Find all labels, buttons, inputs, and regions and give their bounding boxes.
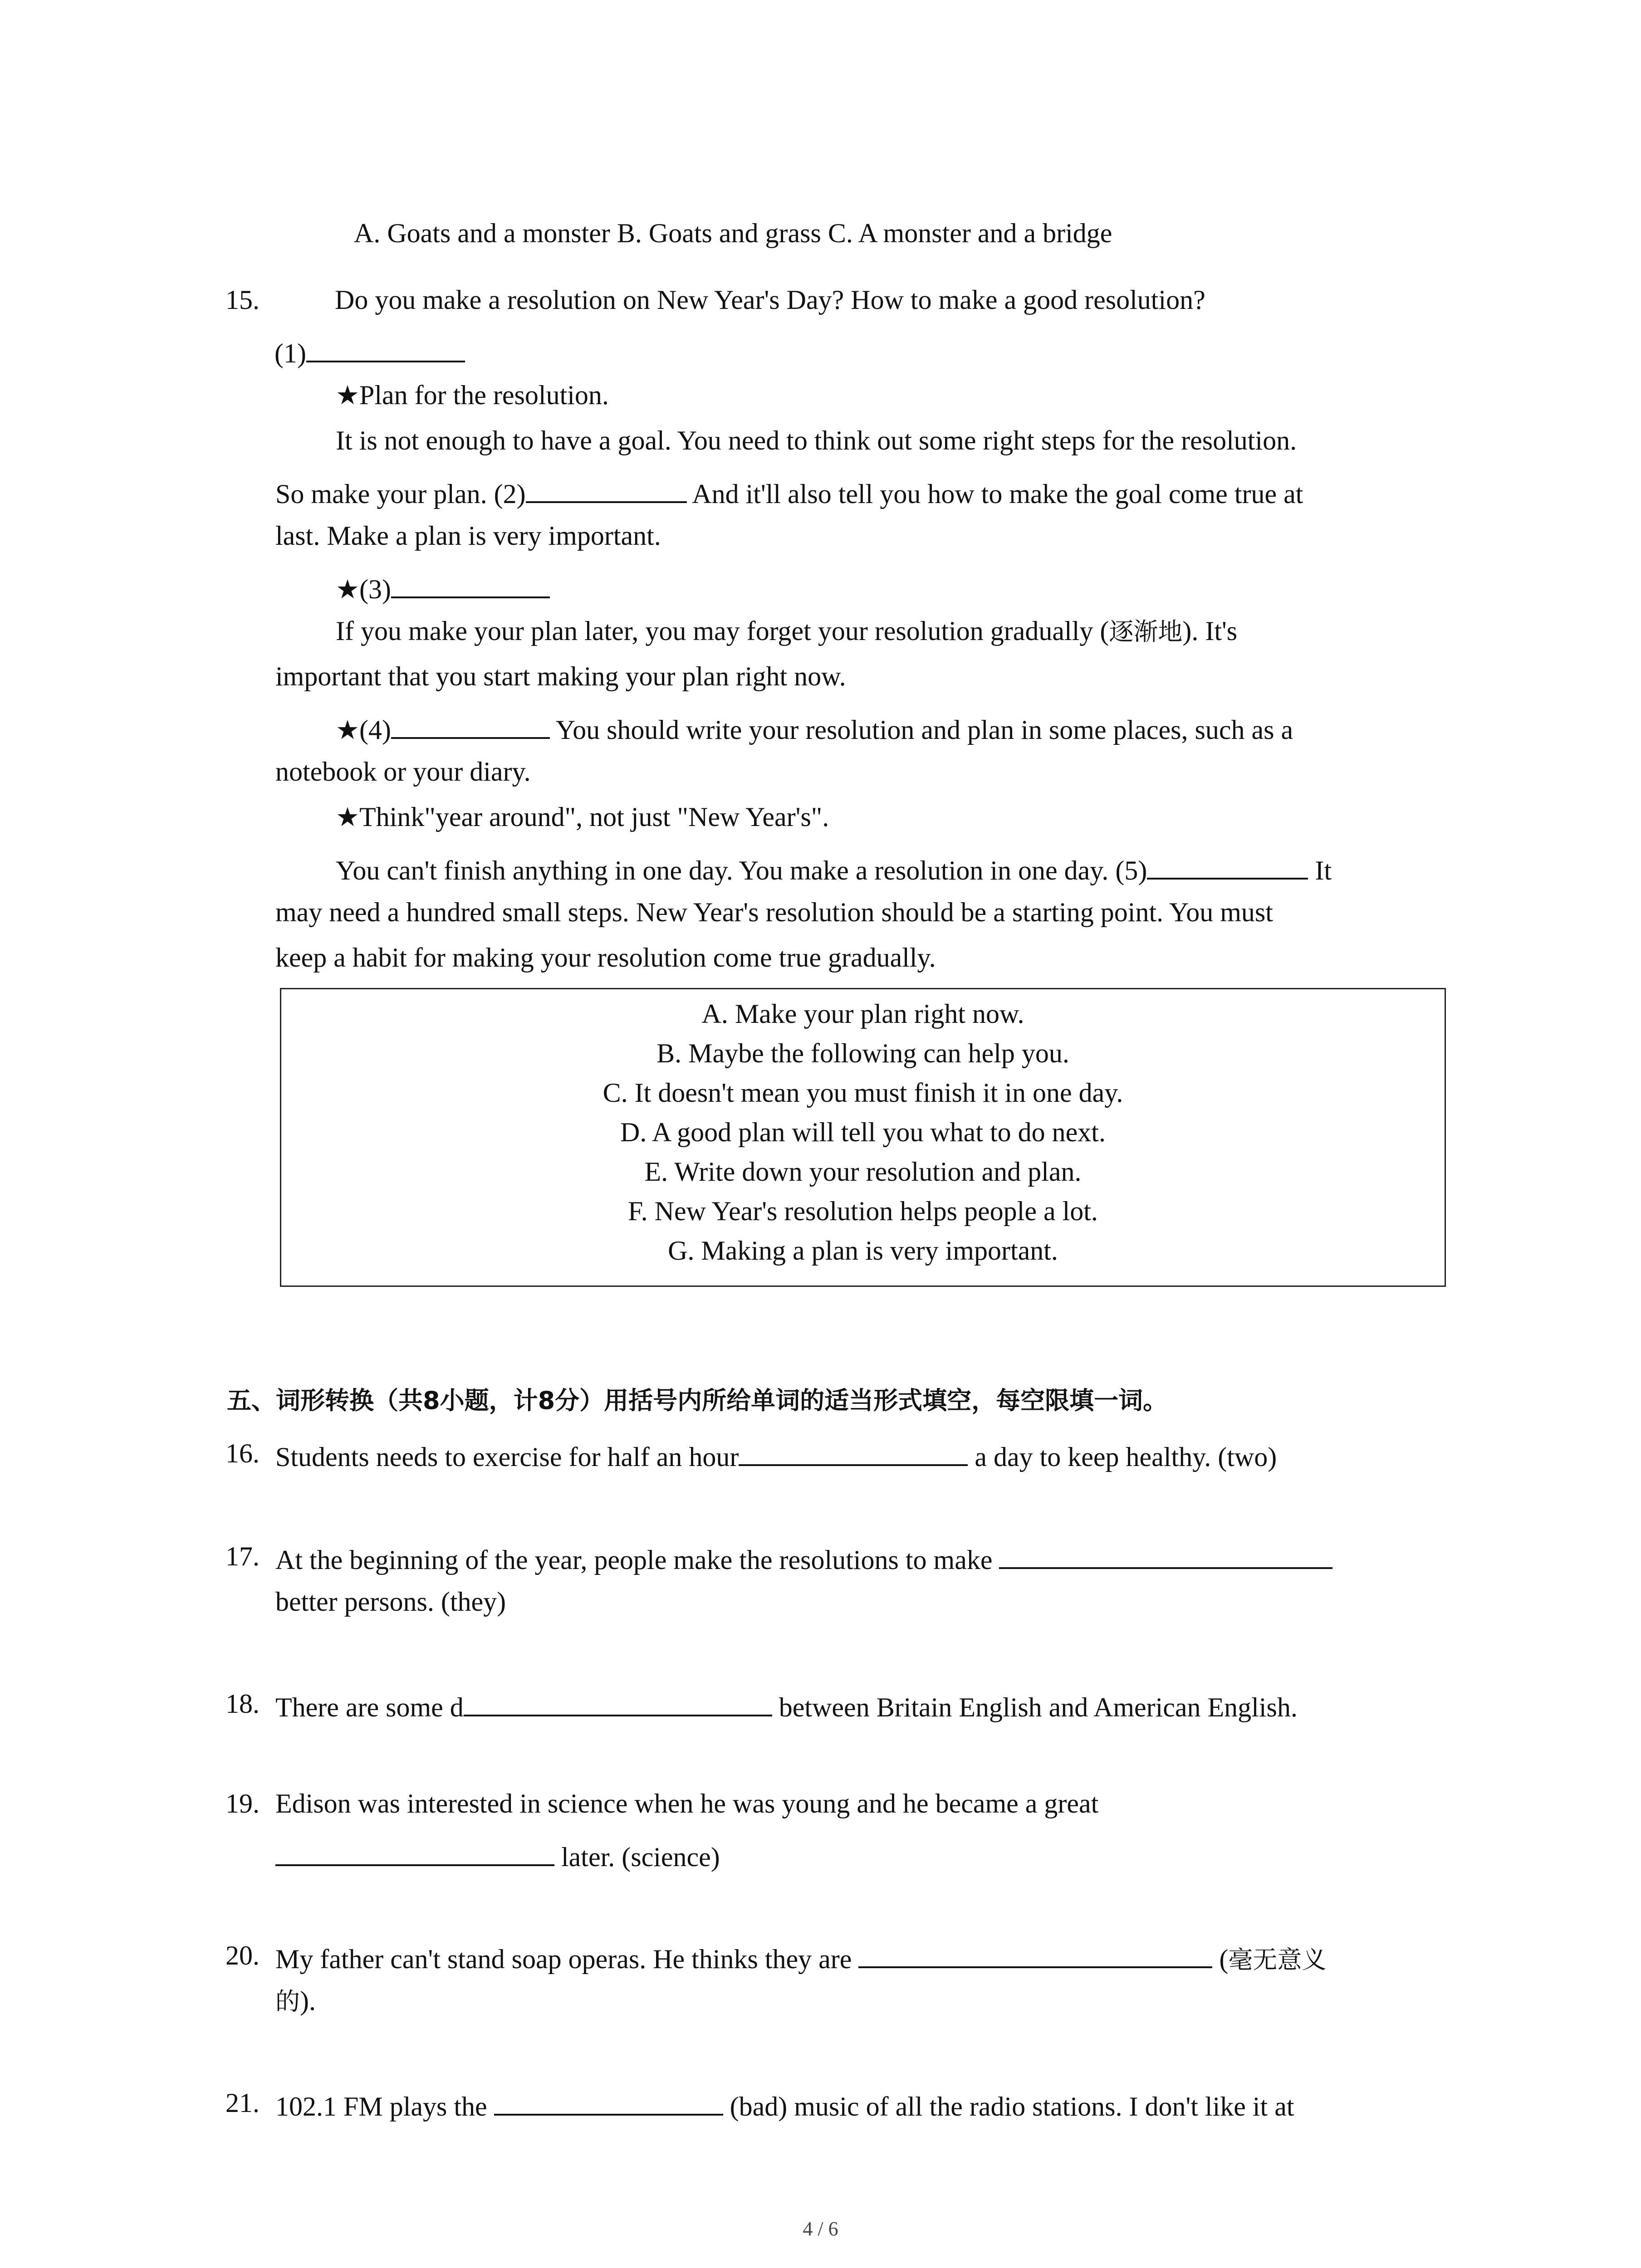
options-box — [280, 988, 1446, 1287]
q16-number: 16. — [225, 1438, 260, 1468]
q14-options: A. Goats and a monster B. Goats and grass C. A monster and a bridge — [354, 218, 1112, 248]
option-c: C. It doesn't mean you must finish it in one day. — [603, 1078, 1123, 1108]
q15-number: 15. — [225, 285, 260, 315]
q17-number: 17. — [225, 1541, 260, 1571]
q15-p2-line2: important that you start making your plan right now. — [275, 661, 846, 691]
option-f: F. New Year's resolution helps people a lot. — [628, 1196, 1098, 1226]
q15-p4-line1: You can't finish anything in one day. You make a resolution in one day. (5) It — [336, 850, 1332, 887]
answer-blank-1[interactable] — [306, 333, 465, 362]
star-icon: ★ — [336, 380, 359, 411]
blank-1-label: (1) — [274, 338, 306, 368]
q19-text: Edison was interested in science when he was young and he became a great — [275, 1789, 1099, 1818]
q15-star-plan: ★Plan for the resolution. — [336, 380, 609, 411]
q21-text: 102.1 FM plays the (bad) music of all the radio stations. I don't like it at — [275, 2087, 1294, 2123]
option-e: E. Write down your resolution and plan. — [644, 1157, 1082, 1187]
q16-text: Students needs to exercise for half an hour a day to keep healthy. (two) — [275, 1437, 1277, 1473]
q16-blank[interactable] — [739, 1437, 968, 1466]
q19-number: 19. — [225, 1789, 260, 1818]
q18-text: There are some d between Britain English and American English. — [275, 1687, 1298, 1724]
star-icon: ★ — [336, 714, 359, 745]
q17-line2: better persons. (they) — [275, 1587, 506, 1617]
q21-number: 21. — [225, 2088, 260, 2118]
q15-question: Do you make a resolution on New Year's Day? How to make a good resolution? — [335, 285, 1205, 315]
option-b: B. Maybe the following can help you. — [656, 1038, 1069, 1068]
q18-blank[interactable] — [464, 1687, 772, 1716]
section-5-heading: 五、词形转换（共8小题，计8分）用括号内所给单词的适当形式填空，每空限填一词。 — [227, 1386, 1168, 1415]
q15-p4-line3: keep a habit for making your resolution come true gradually. — [275, 943, 936, 973]
q15-p2-line1: If you make your plan later, you may forget your resolution gradually (逐渐地). It's — [336, 616, 1238, 646]
page-number: 4 / 6 — [803, 2218, 838, 2240]
q20-text: My father can't stand soap operas. He thinks they are (毫无意义 — [275, 1939, 1326, 1975]
q15-p1-line2: So make your plan. (2) And it'll also tell you how to make the goal come true at — [275, 474, 1303, 510]
answer-blank-4[interactable] — [391, 710, 550, 739]
option-g: G. Making a plan is very important. — [668, 1236, 1058, 1266]
q18-number: 18. — [225, 1689, 260, 1719]
q15-star-think: ★Think"year around", not just "New Year's". — [336, 802, 829, 832]
q15-p1-line1: It is not enough to have a goal. You need to think out some right steps for the resolution. — [336, 425, 1297, 455]
q15-star-4: ★(4) You should write your resolution and plan in some places, such as a — [336, 710, 1293, 746]
q19-line2: later. (science) — [275, 1837, 720, 1873]
star-icon: ★ — [336, 574, 359, 605]
q20-blank[interactable] — [858, 1939, 1212, 1968]
q15-p4-line2: may need a hundred small steps. New Year's resolution should be a starting point. You must — [275, 897, 1273, 927]
q19-blank[interactable] — [275, 1837, 554, 1866]
q17-blank[interactable] — [999, 1540, 1332, 1569]
q15-star-3: ★(3) — [336, 569, 550, 606]
option-d: D. A good plan will tell you what to do next. — [620, 1117, 1106, 1147]
q21-blank[interactable] — [494, 2087, 723, 2116]
q15-p3-line2: notebook or your diary. — [275, 757, 531, 787]
q17-text: At the beginning of the year, people make the resolutions to make — [275, 1540, 1332, 1576]
q20-line2: 的). — [275, 1986, 316, 2016]
option-a: A. Make your plan right now. — [701, 999, 1024, 1029]
q20-number: 20. — [225, 1941, 260, 1970]
q15-blank-1 — [274, 333, 465, 370]
answer-blank-5[interactable] — [1147, 850, 1308, 880]
answer-blank-3[interactable] — [391, 569, 550, 598]
answer-blank-2[interactable] — [526, 474, 687, 503]
q15-p1-line3: last. Make a plan is very important. — [275, 521, 661, 551]
star-icon: ★ — [336, 802, 359, 832]
